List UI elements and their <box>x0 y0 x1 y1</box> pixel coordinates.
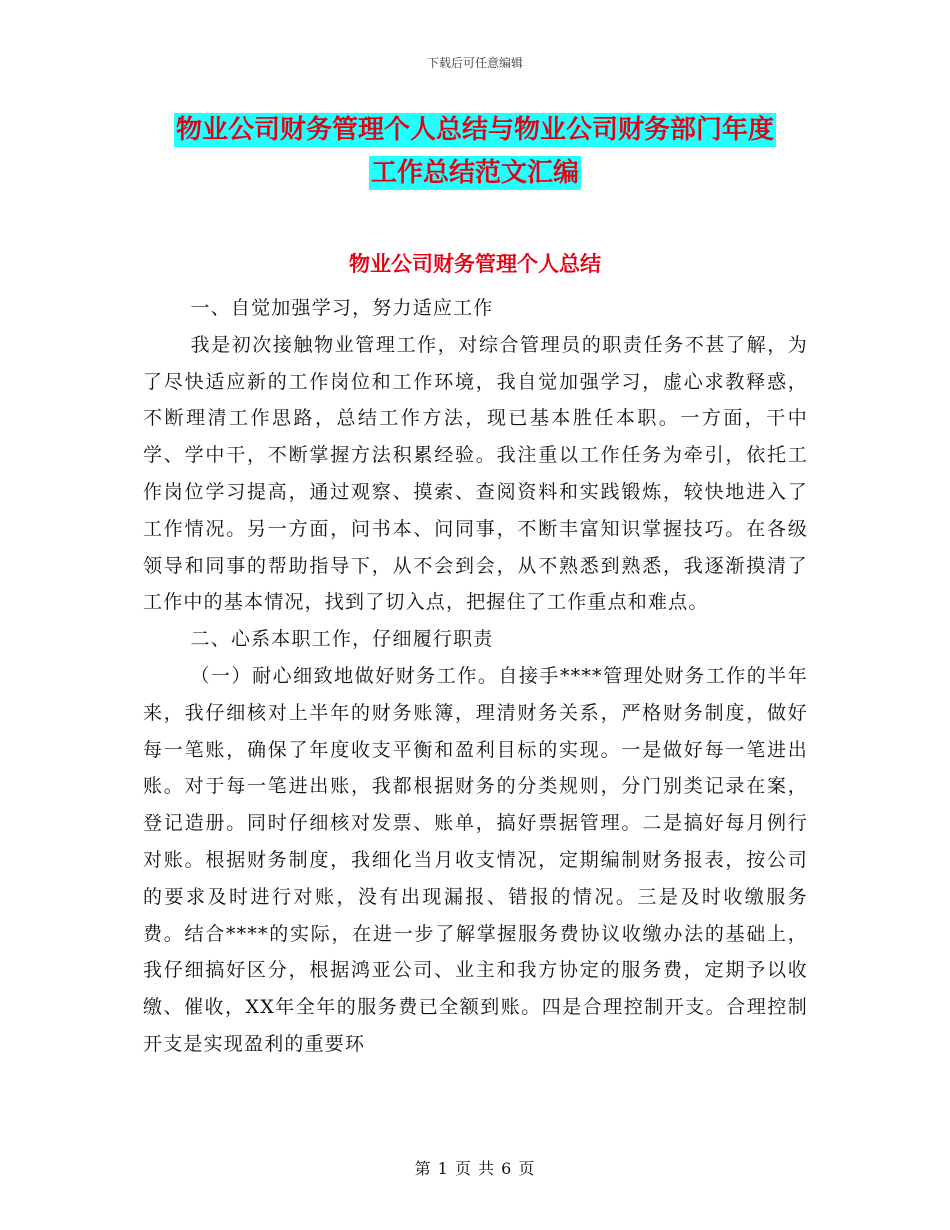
document-title-line-1 <box>0 110 950 150</box>
header-note: 下载后可任意编辑 <box>426 56 523 70</box>
section-subtitle: 物业公司财务管理个人总结 <box>349 252 601 276</box>
heading-paragraph: 二、心系本职工作，仔细履行职责 <box>190 628 494 651</box>
heading-paragraph: 一、自觉加强学习，努力适应工作 <box>190 297 494 319</box>
document-title-text-2: 工作总结范文汇编 <box>370 158 579 188</box>
page-footer: 第 1 页 共 6 页 <box>414 1159 536 1178</box>
body-paragraph: （一）耐心细致地做好财务工作。自接手****管理处财务工作的半年来，我仔细核对上半年的财务账簿，理清财务关系，严格财务制度，做好每一笔账，确保了年度收支平衡和盈利目标的实现。一是做好每一笔进出账。对于每一笔进出账，我都根据财务的分类规则，分门别类记录在案，登记造册。同时仔细核对发票、账单，搞好票据管理。二是搞好每月例行对账。根据财务制度，我细化当月收支情况，定期编制财务报表，按公司的要求及时进行对账，没有出现漏报、错报的情况。三是及时收缴服务费。结合****的实际，在进一步了解掌握服务费协议收缴办法的基础上，我仔细搞好区分，根据鸿亚公司、业主和我方协定的服务费，定期予以收缴、催收，XX年全年的服务费已全额到账。四是合理控制开支。合理控制开支是实现盈利的重要环 <box>143 664 808 1055</box>
document-title-line-2 <box>0 153 950 193</box>
document-title-text-1: 物业公司财务管理个人总结与物业公司财务部门年度 <box>175 115 774 145</box>
body-paragraph: 我是初次接触物业管理工作，对综合管理员的职责任务不甚了解，为了尽快适应新的工作岗位和工作环境，我自觉加强学习，虚心求教释惑，不断理清工作思路，总结工作方法，现已基本胜任本职。一方面，干中学、学中干，不断掌握方法积累经验。我注重以工作任务为牵引，依托工作岗位学习提高，通过观察、摸索、查阅资料和实践锻炼，较快地进入了工作情况。另一方面，问书本、问同事，不断丰富知识掌握技巧。在各级领导和同事的帮助指导下，从不会到会，从不熟悉到熟悉，我逐渐摸清了工作中的基本情况，找到了切入点，把握住了工作重点和难点。 <box>143 333 808 614</box>
document-body <box>143 290 808 1063</box>
